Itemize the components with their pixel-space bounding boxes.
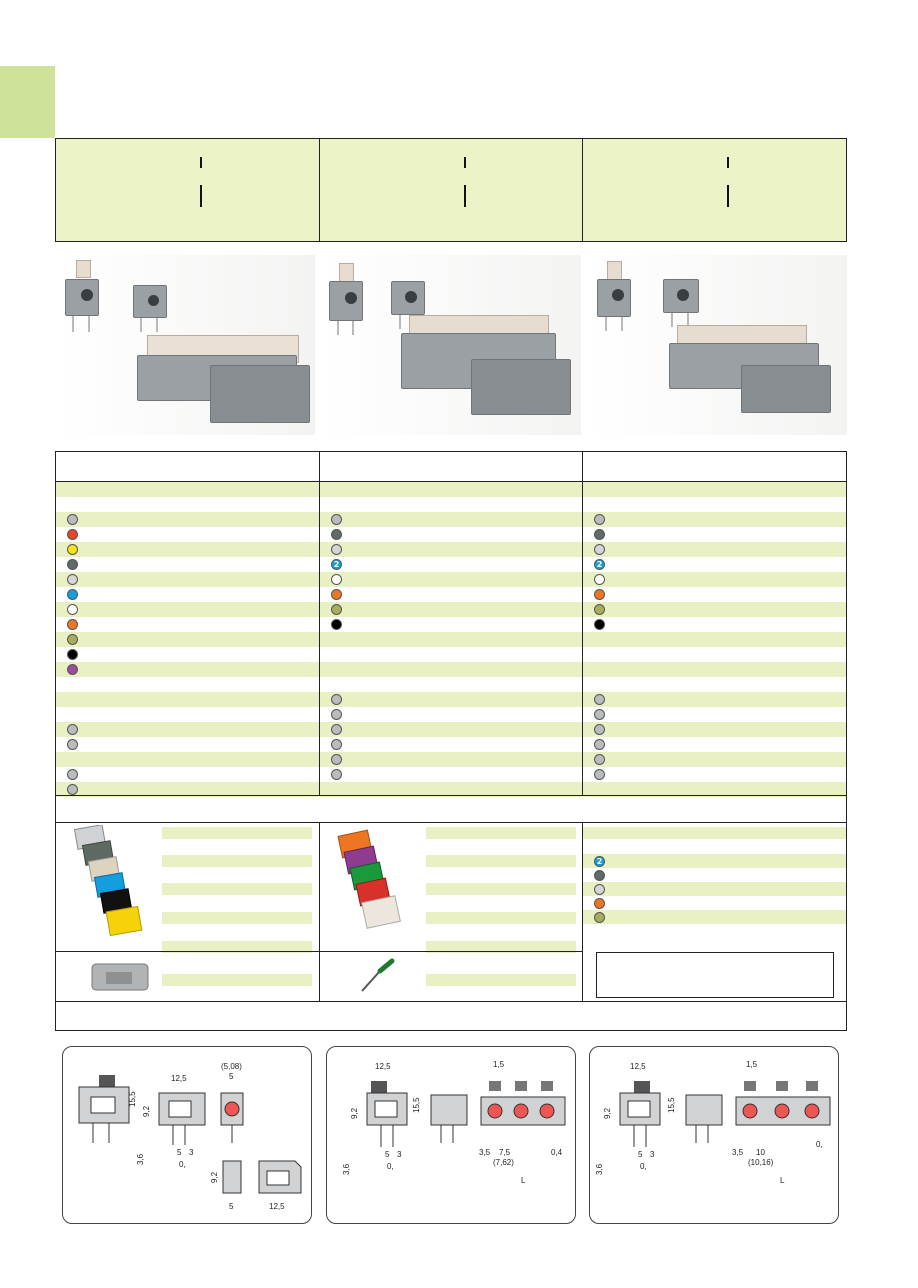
marker-cards-image <box>70 825 170 953</box>
section-tab <box>0 66 55 138</box>
svg-text:0,: 0, <box>387 1162 394 1171</box>
svg-text:0,: 0, <box>816 1140 823 1149</box>
svg-text:12,5: 12,5 <box>269 1202 285 1211</box>
dimension-drawing-3 <box>589 1046 839 1224</box>
svg-text:9,2: 9,2 <box>142 1105 151 1117</box>
product-photo-3 <box>587 255 847 435</box>
header-cell-1 <box>56 139 320 241</box>
color-dot-gray-icon <box>331 694 342 705</box>
end-plate-image <box>86 958 156 994</box>
color-dot-gray-icon <box>67 724 78 735</box>
svg-text:12,5: 12,5 <box>375 1062 391 1071</box>
color-dot-blue-numbered-icon: 2 <box>331 559 342 570</box>
svg-text:5: 5 <box>177 1148 182 1157</box>
color-dot-lightgray-icon <box>331 544 342 555</box>
svg-text:1,5: 1,5 <box>746 1060 758 1069</box>
color-dot-lightgray-icon <box>594 544 605 555</box>
color-dot-blue-numbered-icon: 2 <box>594 856 605 867</box>
color-dot-red-icon <box>67 529 78 540</box>
svg-text:(7,62): (7,62) <box>493 1158 514 1167</box>
color-dot-gray-icon <box>594 739 605 750</box>
product-photos <box>55 255 847 435</box>
header-band <box>55 138 847 242</box>
color-dot-gray-icon <box>67 769 78 780</box>
svg-text:3,6: 3,6 <box>595 1163 604 1175</box>
color-dot-gray-icon <box>594 769 605 780</box>
product-photo-1 <box>55 255 315 435</box>
color-dot-gray-icon <box>331 739 342 750</box>
svg-text:3: 3 <box>650 1150 655 1159</box>
svg-text:3,5: 3,5 <box>732 1148 744 1157</box>
svg-text:3: 3 <box>189 1148 194 1157</box>
dimension-drawing-2 <box>326 1046 576 1224</box>
dimension-drawing-1 <box>62 1046 312 1224</box>
table-column-1 <box>56 452 320 795</box>
color-dot-white-icon <box>594 574 605 585</box>
color-dot-olive-icon <box>67 634 78 645</box>
header-cell-2 <box>320 139 584 241</box>
svg-text:5: 5 <box>229 1072 234 1081</box>
product-photo-2 <box>321 255 581 435</box>
svg-text:5: 5 <box>385 1150 390 1159</box>
svg-text:9,2: 9,2 <box>603 1107 612 1119</box>
color-dot-orange-icon <box>594 589 605 600</box>
svg-text:3,5: 3,5 <box>479 1148 491 1157</box>
svg-text:9,2: 9,2 <box>350 1107 359 1119</box>
color-dot-darkgray-icon <box>331 529 342 540</box>
accessories-colored-markers <box>320 822 583 1002</box>
color-dot-gray-icon <box>594 694 605 705</box>
color-dot-olive-icon <box>594 604 605 615</box>
svg-text:5: 5 <box>229 1202 234 1211</box>
header-cell-3 <box>583 139 846 241</box>
color-dot-blue-icon <box>67 589 78 600</box>
column-header <box>583 452 846 482</box>
color-dot-white-icon <box>67 604 78 615</box>
svg-text:0,: 0, <box>640 1162 647 1171</box>
table-column-2 <box>320 452 583 795</box>
product-table <box>55 451 847 1031</box>
color-dot-gray-icon <box>331 769 342 780</box>
color-dot-purple-icon <box>67 664 78 675</box>
color-dot-gray-icon <box>594 754 605 765</box>
note-box <box>596 952 834 998</box>
svg-text:1,5: 1,5 <box>493 1060 505 1069</box>
svg-text:5: 5 <box>638 1150 643 1159</box>
color-dot-gray-icon <box>331 724 342 735</box>
color-dot-orange-icon <box>594 898 605 909</box>
svg-text:15,5: 15,5 <box>412 1097 421 1113</box>
column-header <box>320 452 582 482</box>
svg-text:L: L <box>780 1176 785 1185</box>
color-dot-orange-icon <box>331 589 342 600</box>
color-dot-black-icon <box>331 619 342 630</box>
color-dot-gray-icon <box>594 724 605 735</box>
svg-text:(5,08): (5,08) <box>221 1062 242 1071</box>
color-dot-gray-icon <box>67 514 78 525</box>
svg-text:3,6: 3,6 <box>136 1153 145 1165</box>
svg-text:7,5: 7,5 <box>499 1148 511 1157</box>
color-dot-blue-numbered-icon: 2 <box>594 559 605 570</box>
svg-text:10: 10 <box>756 1148 765 1157</box>
color-dot-yellow-icon <box>67 544 78 555</box>
table-column-3 <box>583 452 846 795</box>
color-dot-gray-icon <box>594 709 605 720</box>
color-dot-lightgray-icon <box>67 574 78 585</box>
table-footer <box>56 1001 846 1031</box>
accessories-header <box>56 795 846 822</box>
color-dot-gray-icon <box>331 709 342 720</box>
color-dot-olive-icon <box>594 912 605 923</box>
accessories-color-options <box>583 822 846 1002</box>
color-dot-darkgray-icon <box>67 559 78 570</box>
color-dot-gray-icon <box>67 784 78 795</box>
svg-text:12,5: 12,5 <box>171 1074 187 1083</box>
svg-text:9,2: 9,2 <box>210 1171 219 1183</box>
color-dot-lightgray-icon <box>594 884 605 895</box>
screwdriver-image <box>356 957 406 997</box>
accessories-markers <box>56 822 320 1002</box>
color-dot-darkgray-icon <box>594 870 605 881</box>
color-dot-gray-icon <box>331 754 342 765</box>
svg-text:15,5: 15,5 <box>667 1097 676 1113</box>
svg-text:0,4: 0,4 <box>551 1148 563 1157</box>
column-header <box>56 452 319 482</box>
svg-text:L: L <box>521 1176 526 1185</box>
color-dot-gray-icon <box>331 514 342 525</box>
svg-text:3,6: 3,6 <box>342 1163 351 1175</box>
color-dot-black-icon <box>67 649 78 660</box>
svg-text:15,5: 15,5 <box>128 1091 137 1107</box>
svg-text:3: 3 <box>397 1150 402 1159</box>
color-dot-darkgray-icon <box>594 529 605 540</box>
color-dot-gray-icon <box>594 514 605 525</box>
color-dot-olive-icon <box>331 604 342 615</box>
svg-text:0,: 0, <box>179 1160 186 1169</box>
svg-text:12,5: 12,5 <box>630 1062 646 1071</box>
color-dot-black-icon <box>594 619 605 630</box>
color-dot-white-icon <box>331 574 342 585</box>
color-dot-orange-icon <box>67 619 78 630</box>
colored-cards-image <box>330 827 430 955</box>
color-dot-gray-icon <box>67 739 78 750</box>
svg-text:(10,16): (10,16) <box>748 1158 774 1167</box>
